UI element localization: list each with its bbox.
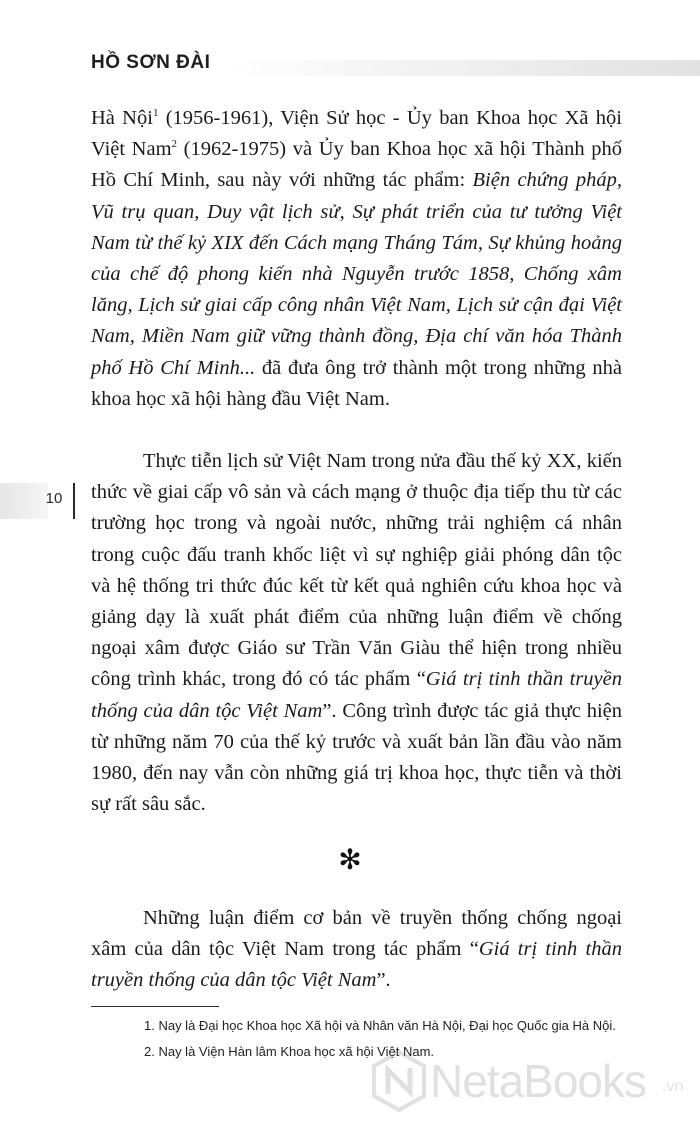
paragraph-3-text-a: Những luận điểm cơ bản về truyền thống chống ngoại xâm của dân tộc Việt Nam trong tác phẩm “ xyxy=(91,907,622,961)
page-number-rule xyxy=(73,483,75,519)
watermark-suffix: .vn xyxy=(662,1078,684,1095)
page-number-tab xyxy=(0,483,48,519)
footnote-1: 1. Nay là Đại học Khoa học Xã hội và Nhân văn Hà Nội, Đại học Quốc gia Hà Nội. xyxy=(144,1018,616,1033)
paragraph-2 xyxy=(91,446,622,820)
section-separator-asterisk: ✻ xyxy=(338,843,362,876)
footnote-divider xyxy=(91,1006,219,1007)
footnote-ref-1: 1 xyxy=(152,107,159,120)
paragraph-1-text-a: Hà Nội xyxy=(91,107,153,129)
work-title: Giá trị tinh thần truyền thống của dân tộc Việt Nam xyxy=(91,938,622,992)
paragraph-1-text-d: đã đưa ông trở thành một trong những nhà khoa học xã hội hàng đầu Việt Nam. xyxy=(91,356,622,410)
running-header-author: HỒ SƠN ĐÀI xyxy=(91,52,211,73)
works-list: Biện chứng pháp, Vũ trụ quan, Duy vật lịch sử, Sự phát triển của tư tưởng Việt Nam từ thế kỷ XIX đến Cách mạng Tháng Tám, Sự khủng hoảng của chế độ phong kiến nhà Nguyễn trước 1858, Chống xâm lăng, Lịch sử giai cấp công nhân Việt Nam, Lịch sử cận đại Việt Nam, Miền Nam giữ vững thành đồng, Địa chí văn hóa Thành phố Hồ Chí Minh... xyxy=(91,169,622,379)
footnote-ref-2: 2 xyxy=(171,138,178,151)
netabooks-logo-icon xyxy=(372,1050,426,1112)
watermark-brand: NetaBooks xyxy=(430,1055,647,1107)
footnote-2: 2. Nay là Viện Hàn lâm Khoa học xã hội Việt Nam. xyxy=(144,1044,435,1059)
paragraph-1-text-b: (1956-1961), Viện Sử học - Ủy ban Khoa học Xã hội Việt Nam xyxy=(91,107,623,161)
page-number: 10 xyxy=(45,490,63,507)
paragraph-1 xyxy=(91,103,622,415)
paragraph-3 xyxy=(91,903,622,997)
header-decorative-bar xyxy=(226,60,700,76)
paragraph-1-text-c: (1962-1975) và Ủy ban Khoa học xã hội Thành phố Hồ Chí Minh, sau này với những tác phẩm: xyxy=(91,138,622,192)
work-title: Giá trị tinh thần truyền thống của dân tộc Việt Nam xyxy=(91,668,622,722)
paragraph-2-text-a: Thực tiễn lịch sử Việt Nam trong nửa đầu thế kỷ XX, kiến thức về giai cấp vô sản và cách mạng ở thuộc địa tiếp thu từ các trường học trong và ngoài nước, những trải nghiệm cá nhân trong cuộc đấu tranh khốc liệt vì sự nghiệp giải phóng dân tộc và hệ thống tri thức đúc kết từ kết quả nghiên cứu khoa học và giảng dạy là xuất phát điểm của những luận điểm về chống ngoại xâm được Giáo sư Trần Văn Giàu thể hiện trong nhiều công trình khác, trong đó có tác phẩm “ xyxy=(91,450,622,691)
paragraph-2-text-b: ”. Công trình được tác giả thực hiện từ những năm 70 của thế kỷ trước và xuất bản lần đầu vào năm 1980, đến nay vẫn còn những giá trị khoa học, thực tiễn và thời sự rất sâu sắc. xyxy=(91,699,622,816)
paragraph-3-text-b: ”. xyxy=(376,969,391,992)
